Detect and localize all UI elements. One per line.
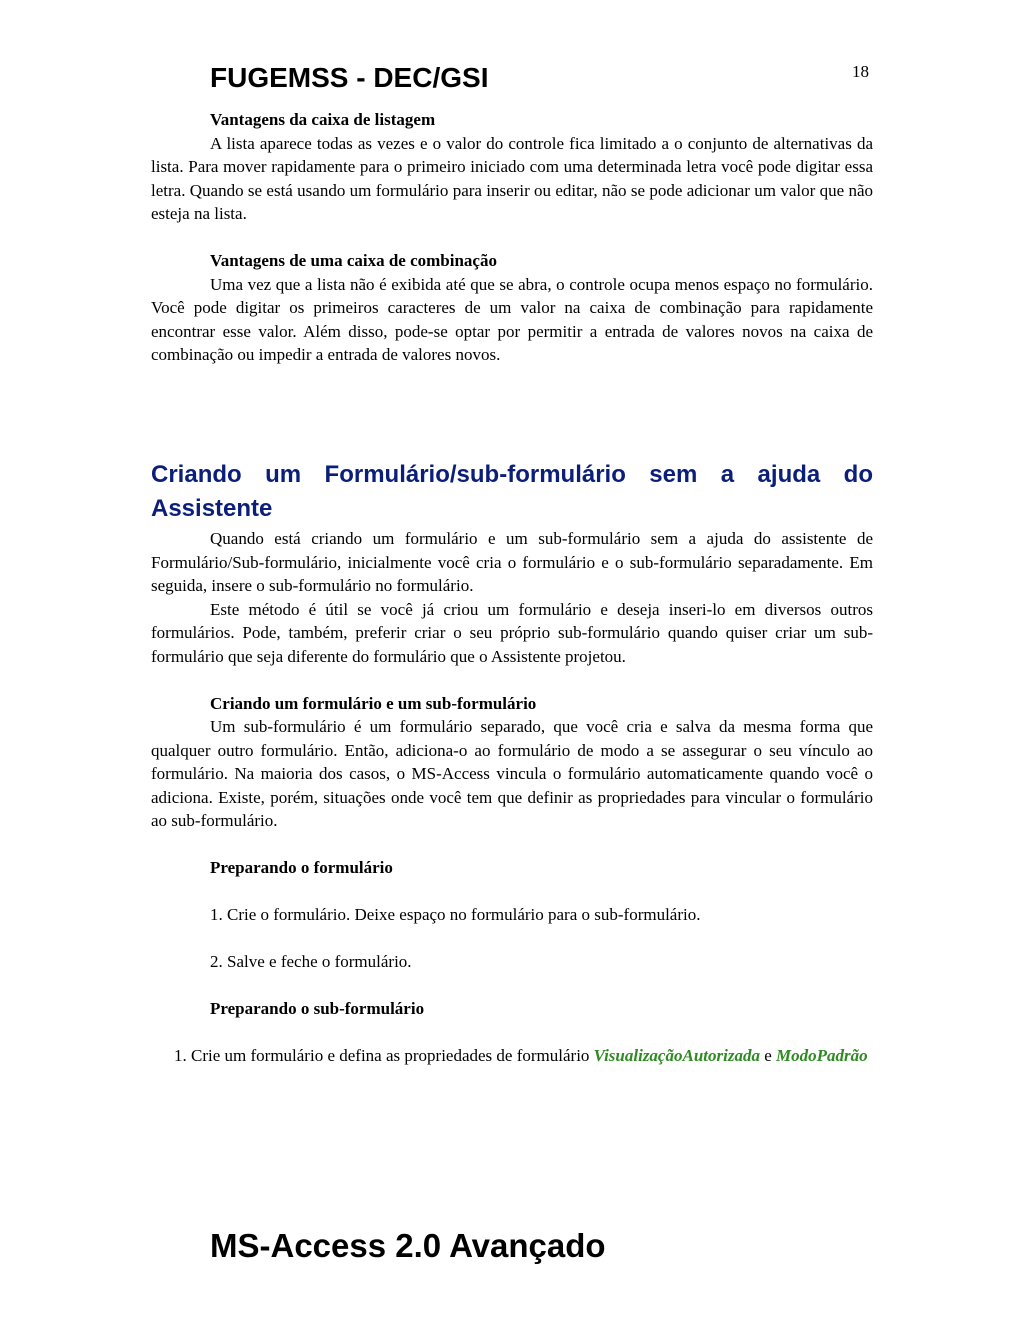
step-join-text: e bbox=[764, 1046, 776, 1065]
method-paragraph: Este método é útil se você já criou um formulário e deseja inseri-lo em diversos outros formulários. Pode, também, preferir criar o seu próprio sub-formulário quando quiser criar um sub-formulário que seja diferente do formulário que o Assistente projetou. bbox=[151, 599, 873, 666]
listbox-advantages-heading: Vantagens da caixa de listagem bbox=[210, 110, 436, 129]
section-heading: Criando um Formulário/sub-formulário sem a ajuda do Assistente bbox=[151, 461, 873, 522]
step-create-form: 1. Crie o formulário. Deixe espaço no formulário para o sub-formulário. bbox=[210, 905, 701, 924]
footer-title: MS-Access 2.0 Avançado bbox=[210, 1227, 606, 1264]
step-define-properties-text: 1. Crie um formulário e defina as propriedades de formulário bbox=[174, 1046, 594, 1065]
subform-description-paragraph: Um sub-formulário é um formulário separado, que você cria e salva da mesma forma que qualquer outro formulário. Então, adiciona-o ao formulário de modo a se assegurar o seu vínculo ao formulário. Na maioria dos casos, o MS-Access vincula o formulário automaticamente quando você o adiciona. Existe, porém, situações onde você tem que definir as propriedades para vincular o formulário ao sub-formulário. bbox=[151, 717, 873, 830]
step-save-form: 2. Salve e feche o formulário. bbox=[210, 952, 412, 971]
preparing-form-heading: Preparando o formulário bbox=[210, 858, 393, 877]
subform-section bbox=[151, 527, 873, 1068]
preparing-subform-heading: Preparando o sub-formulário bbox=[210, 999, 425, 1018]
listbox-advantages-paragraph: A lista aparece todas as vezes e o valor do controle fica limitado a o conjunto de alternativas da lista. Para mover rapidamente para o primeiro iniciado com uma determinada letra você pode digitar essa letra. Quando se está usando um formulário para inserir ou editar, não se pode adicionar um valor que não esteja na lista. bbox=[151, 133, 873, 223]
property-modo-padrao: ModoPadrão bbox=[776, 1046, 868, 1065]
listbox-combobox-section bbox=[151, 108, 873, 367]
property-visualizacao-autorizada: VisualizaçãoAutorizada bbox=[593, 1046, 760, 1065]
creating-subform-heading: Criando um formulário e um sub-formulário bbox=[210, 693, 537, 713]
header-title: FUGEMSS - DEC/GSI bbox=[210, 62, 489, 93]
combobox-advantages-heading: Vantagens de uma caixa de combinação bbox=[210, 251, 497, 270]
step-define-properties bbox=[151, 1044, 873, 1068]
intro-paragraph: Quando está criando um formulário e um sub-formulário sem a ajuda do assistente de Formulário/Sub-formulário, inicialmente você cria o formulário e o sub-formulário separadamente. Em seguida, insere o sub-formulário no formulário. bbox=[151, 529, 873, 595]
page-number: 18 bbox=[852, 62, 869, 81]
combobox-advantages-paragraph: Uma vez que a lista não é exibida até que se abra, o controle ocupa menos espaço no formulário. Você pode digitar os primeiros caracteres de um valor na caixa de combinação para rapidamente encontrar esse valor. Além disso, pode-se optar por permitir a entrada de valores novos na caixa de combinação ou impedir a entrada de valores novos. bbox=[151, 274, 873, 364]
